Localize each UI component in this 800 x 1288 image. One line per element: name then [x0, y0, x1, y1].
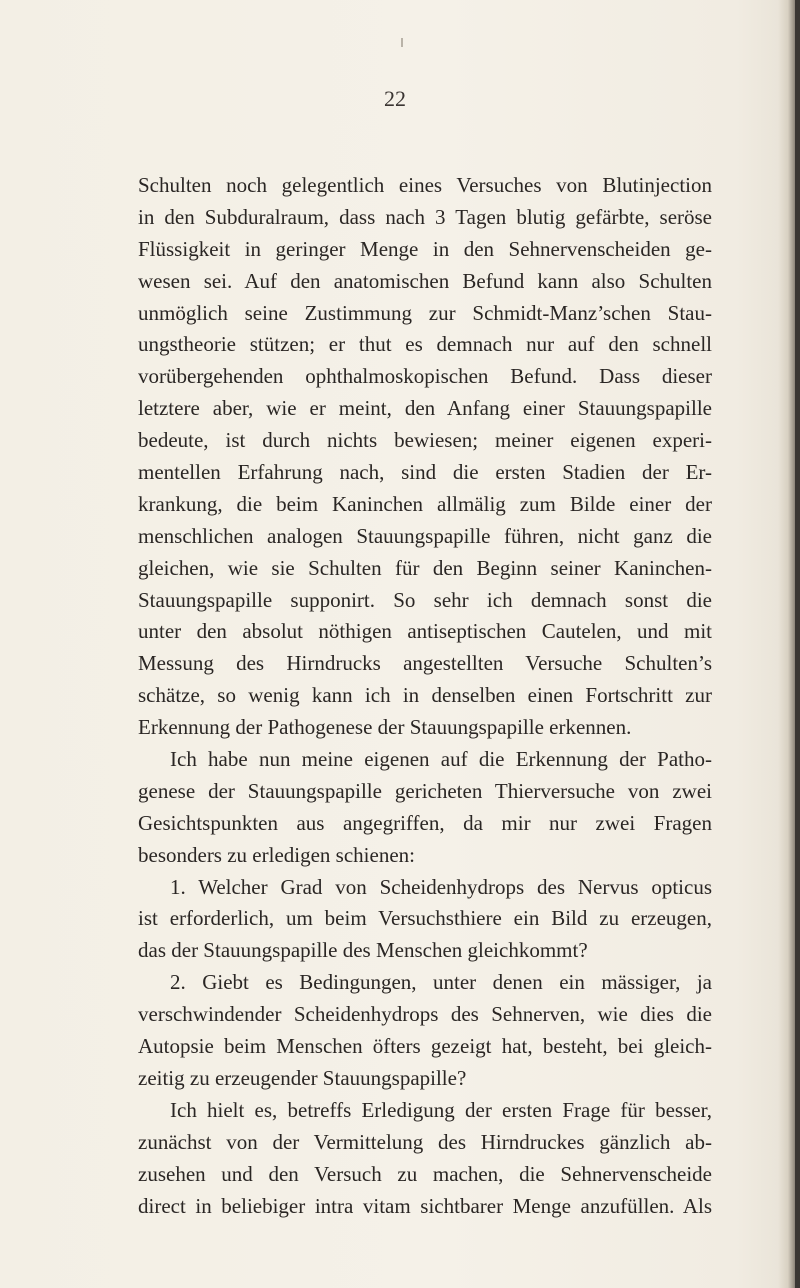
text-line: in den Subduralraum, dass nach 3 Tagen blutig gefärbte, seröse — [138, 204, 712, 229]
text-line: Autopsie beim Menschen öfters gezeigt hat, besteht, bei gleich- — [138, 1034, 712, 1059]
text-line: Erkennung der Pathogenese der Stauungspapille erkennen. — [138, 715, 632, 740]
text-line: letztere aber, wie er meint, den Anfang einer Stauungspapille — [138, 396, 712, 421]
text-line: zusehen und den Versuch zu machen, die Sehnervenscheide — [138, 1161, 712, 1186]
text-line: Ich habe nun meine eigenen auf die Erkennung der Patho- — [170, 747, 712, 772]
binding-edge — [795, 0, 800, 1288]
text-line: schätze, so wenig kann ich in denselben einen Fortschritt zur — [138, 683, 712, 708]
text-line: Flüssigkeit in geringer Menge in den Sehnervenscheiden ge- — [138, 236, 712, 261]
text-line: besonders zu erledigen schienen: — [138, 842, 415, 867]
print-mark — [401, 38, 403, 47]
text-line: zunächst von der Vermittelung des Hirndruckes gänzlich ab- — [138, 1129, 712, 1154]
text-line: vorübergehenden ophthalmoskopischen Befund. Dass dieser — [138, 364, 712, 389]
text-line: unmöglich seine Zustimmung zur Schmidt-Manz’schen Stau- — [138, 300, 712, 325]
text-lines — [138, 170, 712, 1222]
text-line: zeitig zu erzeugender Stauungspapille? — [138, 1065, 467, 1090]
text-line: Schulten noch gelegentlich eines Versuches von Blutinjection — [138, 173, 712, 197]
text-line: gleichen, wie sie Schulten für den Beginn seiner Kaninchen- — [138, 555, 712, 580]
text-line: Stauungspapille supponirt. So sehr ich demnach sonst die — [138, 587, 712, 612]
text-line: menschlichen analogen Stauungspapille führen, nicht ganz die — [138, 523, 712, 548]
text-line: ungstheorie stützen; er thut es demnach nur auf den schnell — [138, 332, 712, 357]
text-line: direct in beliebiger intra vitam sichtbarer Menge anzufüllen. Als — [138, 1193, 712, 1218]
text-line: wesen sei. Auf den anatomischen Befund kann also Schulten — [138, 268, 712, 293]
text-line: bedeute, ist durch nichts bewiesen; meiner eigenen experi- — [138, 428, 712, 453]
body-text — [138, 170, 712, 1222]
text-line: mentellen Erfahrung nach, sind die ersten Stadien der Er- — [138, 460, 712, 485]
text-line: 2. Giebt es Bedingungen, unter denen ein mässiger, ja — [170, 970, 712, 995]
text-line: Ich hielt es, betreffs Erledigung der ersten Frage für besser, — [170, 1097, 712, 1122]
text-line: krankung, die beim Kaninchen allmälig zum Bilde einer der — [138, 491, 712, 516]
text-line: Messung des Hirndrucks angestellten Versuche Schulten’s — [138, 651, 712, 676]
text-line: verschwindender Scheidenhydrops des Sehnerven, wie dies die — [138, 1002, 712, 1027]
text-line: genese der Stauungspapille gericheten Thierversuche von zwei — [138, 778, 712, 803]
text-line: unter den absolut nöthigen antiseptischen Cautelen, und mit — [138, 619, 712, 644]
text-line: ist erforderlich, um beim Versuchsthiere ein Bild zu erzeugen, — [138, 906, 712, 931]
text-line: 1. Welcher Grad von Scheidenhydrops des Nervus opticus — [170, 874, 712, 899]
page-number: 22 — [384, 86, 406, 111]
text-line: das der Stauungspapille des Menschen gleichkommt? — [138, 938, 588, 963]
text-line: Gesichtspunkten aus angegriffen, da mir nur zwei Fragen — [138, 810, 712, 835]
